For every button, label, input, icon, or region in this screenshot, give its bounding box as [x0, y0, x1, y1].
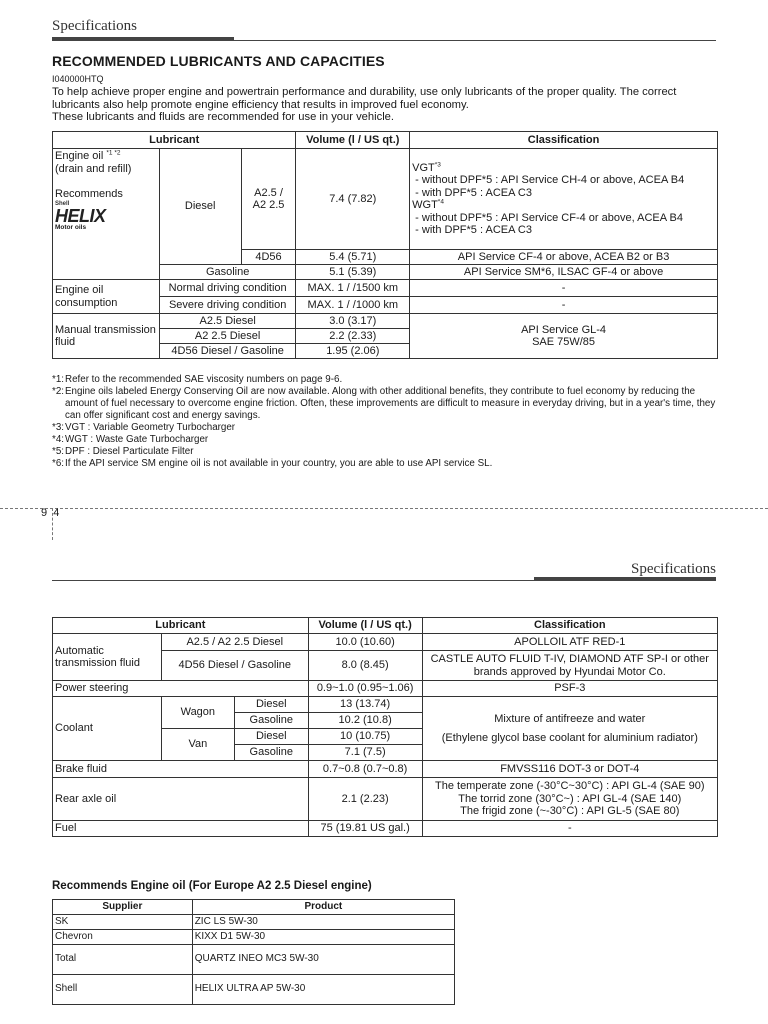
- intro-paragraph-2: These lubricants and fluids are recommended for use in your vehicle.: [52, 111, 395, 123]
- section-code: I040000HTQ: [52, 74, 104, 84]
- atf-4d56: 4D56 Diesel / Gasoline: [161, 651, 308, 681]
- atf-label: Automatic transmission fluid: [53, 634, 162, 681]
- recommends-label: Recommends: [55, 187, 123, 200]
- fuel-classification: -: [422, 821, 717, 837]
- lubricants-table-2: [52, 617, 718, 837]
- van-diesel: Diesel: [234, 729, 308, 745]
- col-header-product: Product: [192, 900, 454, 915]
- a25-classification: VGT$^{*3}$ - without DPF*5 : API Service CH-4 or above, ACEA B4 - with DPF*5 : ACEA C3 WGT$^{*4}$ - without DPF*5 : API Service CF-4 or above, ACEA B4 - with DPF*5 : ACEA C3: [410, 149, 718, 250]
- consumption-label: Engine oil consumption: [53, 280, 160, 314]
- manual-classification: API Service GL-4 SAE 75W/85: [410, 314, 718, 359]
- gasoline-volume: 5.1 (5.39): [296, 265, 410, 280]
- footnote: *1: Refer to the recommended SAE viscosity numbers on page 9-6.: [52, 374, 343, 385]
- rear-axle-classification: The temperate zone (-30°C~30°C) : API GL-4 (SAE 90) The torrid zone (30°C~) : API GL-4 (SAE 140) The frigid zone (~-30°C) : API GL-5 (SAE 80): [422, 778, 717, 821]
- a25-volume: 7.4 (7.82): [296, 149, 410, 250]
- 4d56-volume: 5.4 (5.71): [296, 250, 410, 265]
- manual-a225-volume: 2.2 (2.33): [296, 329, 410, 344]
- col-header-lubricant: Lubricant: [53, 618, 309, 634]
- col-header-supplier: Supplier: [53, 900, 193, 915]
- normal-condition: Normal driving condition: [159, 280, 296, 297]
- 4d56-engine-label: 4D56: [241, 250, 296, 265]
- brake-fluid-label: Brake fluid: [53, 761, 309, 778]
- rear-axle-volume: 2.1 (2.23): [308, 778, 422, 821]
- header-bar: [52, 37, 234, 41]
- col-header-volume: Volume (l / US qt.): [296, 132, 410, 149]
- engine-oil-cell: Engine oil $^{*1 *2}$ (drain and refill) Recommends Shell HELIX Motor oils: [53, 149, 160, 280]
- power-steering-volume: 0.9~1.0 (0.95~1.06): [308, 681, 422, 697]
- atf-a25-volume: 10.0 (10.60): [308, 634, 422, 651]
- product-cell: QUARTZ INEO MC3 5W-30: [192, 945, 454, 975]
- atf-a25: A2.5 / A2 2.5 Diesel: [161, 634, 308, 651]
- vgt-label: VGT$^{*3}$: [412, 160, 441, 174]
- footnote: *2: Engine oils labeled Energy Conserving Oil are now available. Along with other additional benefits, they contribute to fuel economy by reducing the amount of fuel necessary to overcome engine friction. Often, these improvements are difficult to measure in everyday driving, but in a year's time, they can offer significant cost and energy savings.: [52, 386, 716, 421]
- normal-classification: -: [410, 280, 718, 297]
- supplier-cell: Total: [53, 945, 193, 975]
- wagon-gasoline-volume: 10.2 (10.8): [308, 713, 422, 729]
- engine-oil-sub: (drain and refill): [55, 162, 132, 175]
- coolant-classification: Mixture of antifreeze and water (Ethylene glycol base coolant for aluminium radiator): [422, 697, 717, 761]
- atf-4d56-classification: CASTLE AUTO FLUID T-IV, DIAMOND ATF SP-I or other brands approved by Hyundai Motor Co.: [422, 651, 717, 681]
- coolant-label: Coolant: [53, 697, 162, 761]
- diesel-label: Diesel: [159, 149, 241, 265]
- brake-fluid-volume: 0.7~0.8 (0.7~0.8): [308, 761, 422, 778]
- wagon-diesel-volume: 13 (13.74): [308, 697, 422, 713]
- supplier-cell: Shell: [53, 975, 193, 1005]
- atf-4d56-volume: 8.0 (8.45): [308, 651, 422, 681]
- col-header-classification: Classification: [422, 618, 717, 634]
- section-title: RECOMMENDED LUBRICANTS AND CAPACITIES: [52, 53, 385, 69]
- van-gasoline-volume: 7.1 (7.5): [308, 745, 422, 761]
- manual-4d56-volume: 1.95 (2.06): [296, 344, 410, 359]
- product-cell: HELIX ULTRA AP 5W-30: [192, 975, 454, 1005]
- page-divider: [0, 508, 768, 509]
- footnote: *6: If the API service SM engine oil is not available in your country, you are able to use API service SL.: [52, 458, 493, 469]
- severe-classification: -: [410, 297, 718, 314]
- lubricants-table-1: [52, 131, 718, 359]
- rear-axle-label: Rear axle oil: [53, 778, 309, 821]
- manual-a25-volume: 3.0 (3.17): [296, 314, 410, 329]
- gasoline-classification: API Service SM*6, ILSAC GF-4 or above: [410, 265, 718, 280]
- wgt-label: WGT$^{*4}$: [412, 198, 444, 211]
- page-number: 9 4: [41, 507, 60, 519]
- manual-a25: A2.5 Diesel: [159, 314, 296, 329]
- footnote: *4: WGT : Waste Gate Turbocharger: [52, 434, 209, 445]
- a25-engine-cell: A2.5 / A2 2.5: [241, 149, 296, 250]
- van-label: Van: [161, 729, 234, 761]
- col-header-classification: Classification: [410, 132, 718, 149]
- page-header-title-2: Specifications: [631, 561, 716, 577]
- product-cell: ZIC LS 5W-30: [192, 915, 454, 930]
- fuel-volume: 75 (19.81 US gal.): [308, 821, 422, 837]
- manual-4d56: 4D56 Diesel / Gasoline: [159, 344, 296, 359]
- engine-oil-label: Engine oil: [55, 150, 104, 162]
- van-diesel-volume: 10 (10.75): [308, 729, 422, 745]
- wagon-label: Wagon: [161, 697, 234, 729]
- shell-helix-logo: Shell HELIX Motor oils: [55, 201, 106, 231]
- footnote: *5: DPF : Diesel Particulate Filter: [52, 446, 194, 457]
- footnote: *3: VGT : Variable Geometry Turbocharger: [52, 422, 236, 433]
- europe-engine-oil-table: [52, 899, 455, 1005]
- manual-a225: A2 2.5 Diesel: [159, 329, 296, 344]
- header-bar-2: [534, 577, 716, 581]
- power-steering-label: Power steering: [53, 681, 309, 697]
- power-steering-classification: PSF-3: [422, 681, 717, 697]
- supplier-cell: Chevron: [53, 930, 193, 945]
- wagon-diesel: Diesel: [234, 697, 308, 713]
- col-header-lubricant: Lubricant: [53, 132, 296, 149]
- col-header-volume: Volume (l / US qt.): [308, 618, 422, 634]
- europe-section-title: Recommends Engine oil (For Europe A2 2.5 Diesel engine): [52, 880, 372, 892]
- intro-text: [52, 86, 718, 124]
- supplier-cell: SK: [53, 915, 193, 930]
- header-rule: [234, 40, 716, 41]
- atf-a25-classification: APOLLOIL ATF RED-1: [422, 634, 717, 651]
- normal-volume: MAX. 1 / /1500 km: [296, 280, 410, 297]
- severe-volume: MAX. 1 / /1000 km: [296, 297, 410, 314]
- footnotes: [52, 374, 718, 470]
- wagon-gasoline: Gasoline: [234, 713, 308, 729]
- 4d56-classification: API Service CF-4 or above, ACEA B2 or B3: [410, 250, 718, 265]
- fuel-label: Fuel: [53, 821, 309, 837]
- brake-fluid-classification: FMVSS116 DOT-3 or DOT-4: [422, 761, 717, 778]
- page-header-title: Specifications: [52, 18, 137, 34]
- severe-condition: Severe driving condition: [159, 297, 296, 314]
- van-gasoline: Gasoline: [234, 745, 308, 761]
- product-cell: KIXX D1 5W-30: [192, 930, 454, 945]
- header-rule-2: [52, 580, 534, 581]
- manual-label: Manual transmission fluid: [53, 314, 160, 359]
- gasoline-label: Gasoline: [159, 265, 296, 280]
- intro-paragraph-1: To help achieve proper engine and powertrain performance and durability, use only lubricants of the proper quality. The correct lubricants also help promote engine efficiency that results in improved fuel economy.: [52, 86, 677, 111]
